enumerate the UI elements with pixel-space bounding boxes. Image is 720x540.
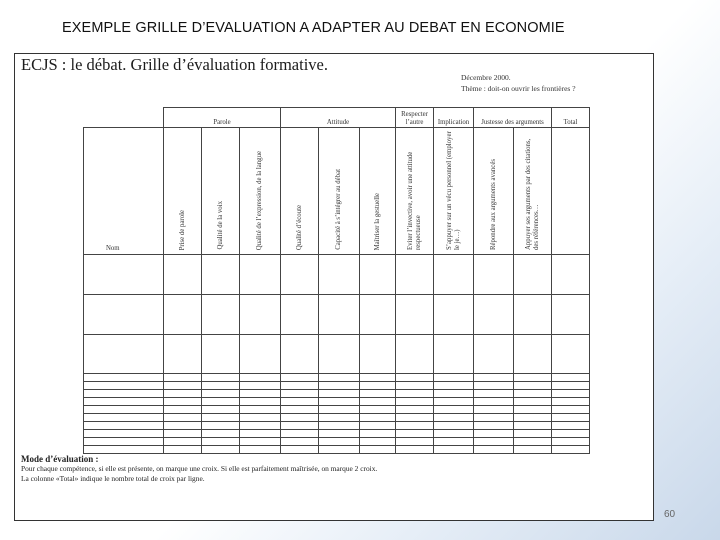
criterion-header: Qualité de la voix [216,201,224,250]
mode-line-1: Pour chaque compétence, si elle est présente, on marque une croix. Si elle est parfaitement maîtrisée, on marque 2 croix. [21,464,378,473]
group-header-implication: Implication [434,108,474,128]
evaluation-mode [21,454,377,484]
table-row [84,438,590,446]
criterion-header: Qualité d’écoute [295,204,303,250]
table-row [84,446,590,454]
criterion-header: Eviter l’invective, avoir une attitude respectueuse [406,151,422,250]
table-row [84,335,590,374]
table-row [84,382,590,390]
group-header-total: Total [552,108,590,128]
document-date: Décembre 2000. [461,73,511,82]
criterion-header: Prise de parole [178,209,186,250]
table-row [84,374,590,382]
page-number: 60 [664,509,676,520]
header-group-row [84,108,590,128]
criterion-header: Maîtriser la gestuelle [373,192,381,250]
document-meta [461,72,576,94]
evaluation-grid-document [14,53,654,521]
table-row [84,430,590,438]
evaluation-table [83,107,590,454]
criterion-header: S’appuyer sur un vécu personnel (employer le je…) [445,131,461,250]
document-theme: Thème : doit-on ouvrir les frontières ? [461,84,576,93]
empty-header-cell [84,108,164,128]
criterion-header: Qualité de l’expression, de la langue [256,150,263,250]
total-column-cell [552,128,590,255]
table-row [84,398,590,406]
table-row [84,295,590,335]
table-row [84,255,590,295]
group-header-attitude: Attitude [281,108,396,128]
group-header-respect: Respecter l’autre [396,108,434,128]
group-header-parole: Parole [164,108,281,128]
criterion-header: Capacité à s’intégrer au débat [335,169,342,250]
document-title: ECJS : le débat. Grille d’évaluation formative. [21,55,328,74]
group-header-justesse: Justesse des arguments [474,108,552,128]
criterion-header: Appuyer ses arguments par des citations, des références… [524,138,540,250]
mode-line-2: La colonne «Total» indique le nombre total de croix par ligne. [21,474,205,483]
criterion-header: Répondre aux arguments avancés [489,158,497,250]
table-row [84,390,590,398]
slide-title: EXEMPLE GRILLE D’EVALUATION A ADAPTER AU DEBAT EN ECONOMIE [62,20,565,36]
table-row [84,422,590,430]
name-column-header: Nom [84,128,164,255]
table-row [84,406,590,414]
mode-title: Mode d’évaluation : [21,454,99,464]
table-row [84,414,590,422]
header-criteria-row [84,128,590,255]
